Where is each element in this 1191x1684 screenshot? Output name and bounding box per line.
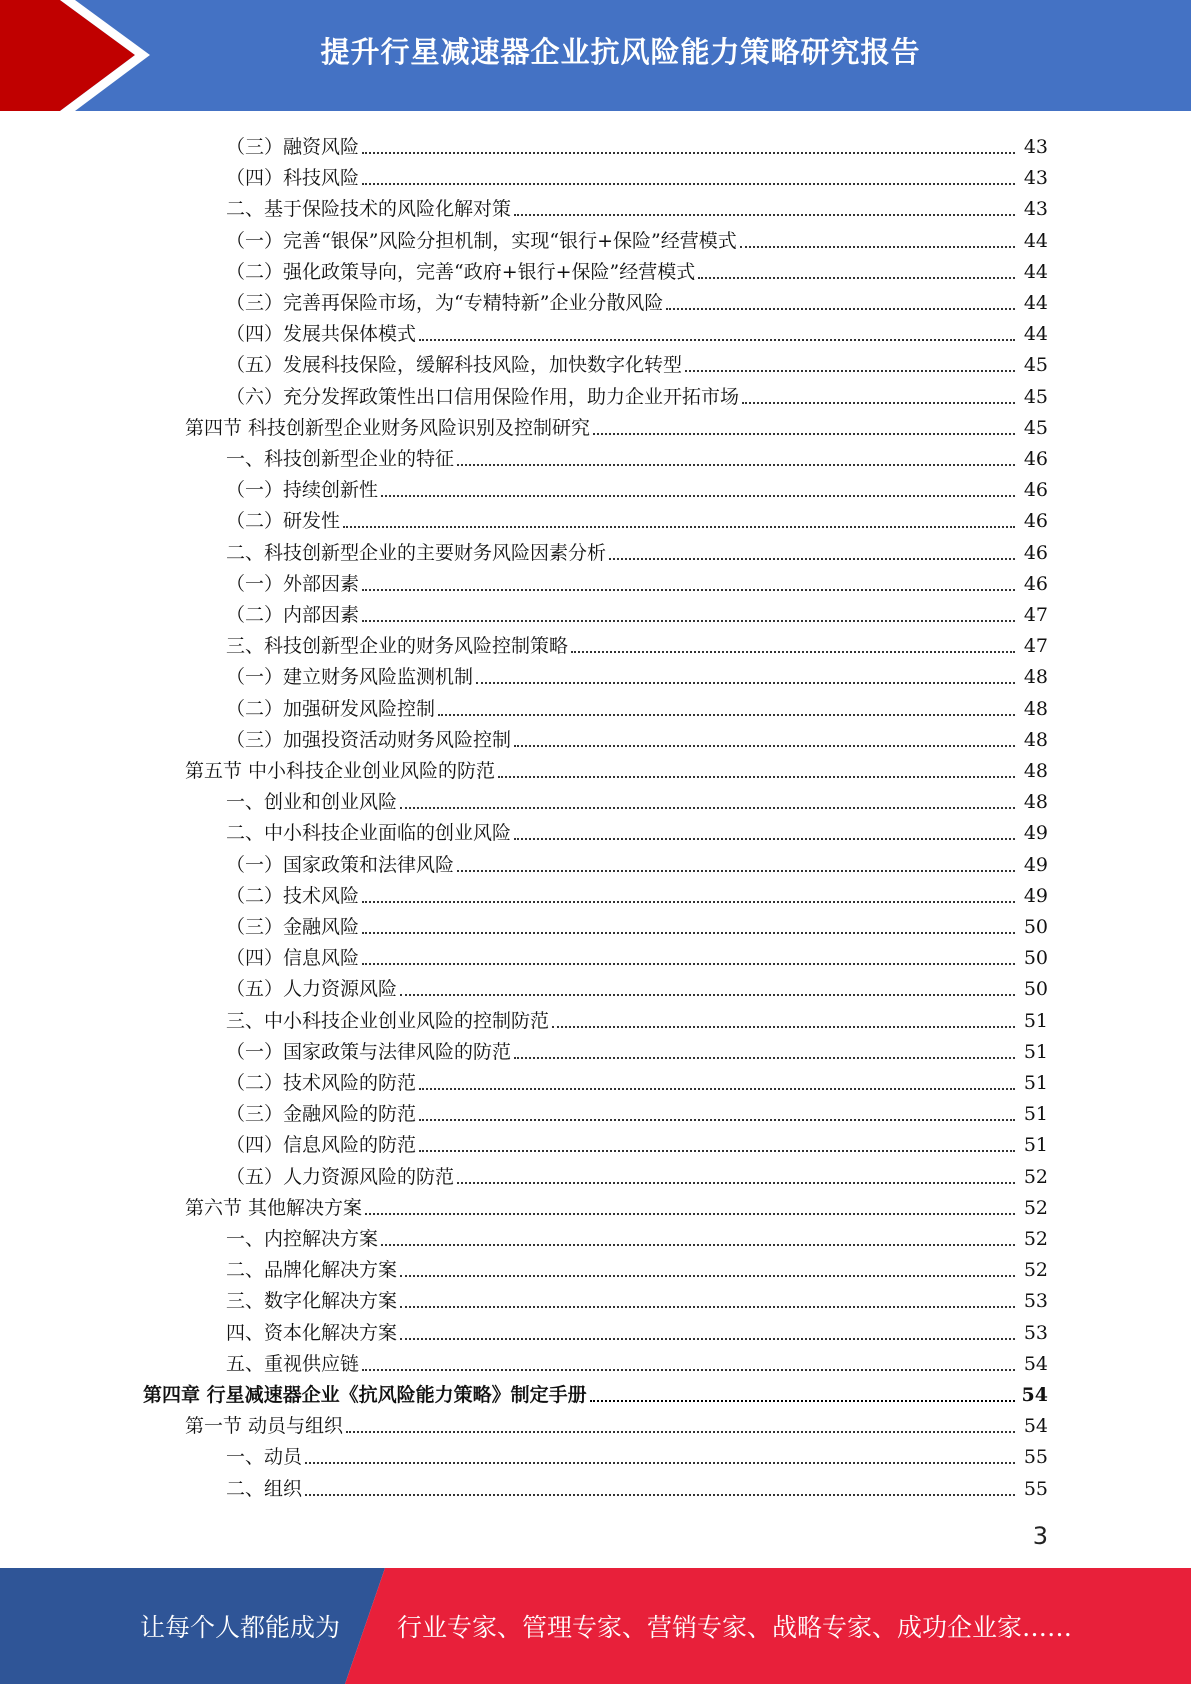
toc-leader-dots [590, 1400, 1015, 1402]
toc-entry[interactable] [0, 565, 1191, 596]
toc-leader-dots [362, 589, 1015, 591]
toc-entry-label: 第四章 行星减速器企业《抗风险能力策略》制定手册 [143, 1384, 587, 1406]
toc-entry-label: 一、科技创新型企业的特征 [226, 448, 455, 470]
toc-entry-label: （二）技术风险 [226, 884, 360, 907]
toc-entry-page: 53 [1023, 1321, 1048, 1344]
toc-entry-page: 50 [1023, 916, 1048, 938]
toc-entry-label: （三）金融风险 [226, 916, 360, 938]
toc-entry-page: 52 [1023, 1196, 1048, 1219]
toc-entry-page: 47 [1023, 635, 1048, 658]
toc-entry-label: （一）外部因素 [226, 572, 360, 595]
toc-entry-page: 48 [1023, 697, 1048, 720]
toc-entry-page: 49 [1023, 884, 1048, 907]
toc-leader-dots [685, 370, 1015, 372]
toc-entry-page: 49 [1023, 822, 1048, 845]
toc-entry-page: 53 [1023, 1290, 1048, 1313]
toc-entry-page: 46 [1023, 510, 1048, 533]
red-chevron-graphic [0, 0, 160, 111]
toc-entry[interactable] [0, 721, 1191, 752]
toc-entry-label: （四）科技风险 [226, 167, 360, 190]
footer-slogan-left: 让每个人都能成为 [140, 1613, 341, 1642]
toc-entry[interactable] [0, 315, 1191, 346]
toc-entry-label: 一、创业和创业风险 [226, 791, 398, 814]
toc-leader-dots [514, 838, 1015, 840]
toc-entry[interactable] [0, 596, 1191, 627]
toc-entry-page: 54 [1023, 1415, 1048, 1438]
toc-entry[interactable] [0, 534, 1191, 565]
toc-leader-dots [457, 870, 1015, 872]
toc-leader-dots [552, 1026, 1015, 1028]
toc-leader-dots [609, 558, 1015, 560]
toc-entry-label: 二、组织 [226, 1477, 303, 1500]
toc-entry[interactable] [0, 814, 1191, 845]
toc-entry-label: 一、内控解决方案 [226, 1228, 379, 1250]
toc-entry[interactable] [0, 690, 1191, 721]
toc-entry-label: （一）持续创新性 [226, 479, 379, 502]
toc-entry-page: 44 [1023, 260, 1048, 283]
toc-leader-dots [362, 1369, 1015, 1371]
toc-leader-dots [593, 433, 1015, 435]
toc-entry[interactable] [0, 159, 1191, 190]
toc-leader-dots [362, 901, 1015, 903]
toc-leader-dots [400, 1306, 1015, 1308]
toc-entry[interactable] [0, 877, 1191, 908]
footer-banner [0, 1568, 1191, 1684]
toc-entry[interactable] [0, 1407, 1191, 1438]
toc-entry[interactable] [0, 128, 1191, 159]
toc-leader-dots [400, 1338, 1015, 1340]
toc-leader-dots [742, 402, 1015, 404]
toc-entry[interactable] [0, 846, 1191, 877]
toc-entry-page: 48 [1023, 728, 1048, 751]
toc-entry[interactable] [0, 409, 1191, 440]
toc-entry-label: 四、资本化解决方案 [226, 1321, 398, 1344]
toc-entry-label: （五）发展科技保险，缓解科技风险，加快数字化转型 [226, 354, 683, 377]
toc-entry-label: 五、重视供应链 [226, 1352, 360, 1375]
toc-entry-label: 二、科技创新型企业的主要财务风险因素分析 [226, 541, 607, 564]
toc-entry-label: （一）国家政策与法律风险的防范 [226, 1040, 512, 1063]
toc-entry-page: 48 [1023, 760, 1048, 782]
toc-entry[interactable] [0, 190, 1191, 221]
toc-leader-dots [305, 1494, 1015, 1496]
toc-leader-dots [438, 714, 1015, 716]
toc-entry-page: 51 [1023, 1072, 1048, 1094]
toc-entry-page: 55 [1023, 1477, 1048, 1500]
toc-entry-label: （三）完善再保险市场，为“专精特新”企业分散风险 [226, 292, 664, 314]
toc-entry-page: 52 [1023, 1165, 1048, 1188]
toc-entry-label: 三、数字化解决方案 [226, 1290, 398, 1313]
toc-entry-page: 49 [1023, 853, 1048, 876]
toc-leader-dots [400, 807, 1015, 809]
toc-entry-page: 46 [1023, 448, 1048, 470]
toc-leader-dots [381, 495, 1015, 497]
toc-entry-label: （四）信息风险 [226, 947, 360, 970]
toc-entry[interactable] [0, 783, 1191, 814]
toc-entry-label: 二、中小科技企业面临的创业风险 [226, 822, 512, 845]
toc-entry[interactable] [0, 440, 1191, 471]
toc-leader-dots [457, 464, 1015, 466]
toc-entry-label: （四）发展共保体模式 [226, 323, 417, 346]
toc-entry-page: 43 [1023, 198, 1048, 221]
toc-leader-dots [498, 776, 1015, 778]
toc-entry-page: 44 [1023, 323, 1048, 346]
toc-leader-dots [514, 1057, 1015, 1059]
toc-entry-page: 46 [1023, 479, 1048, 502]
toc-entry-page: 52 [1023, 1228, 1048, 1250]
page-number: 3 [1032, 1522, 1048, 1550]
toc-leader-dots [419, 1150, 1015, 1152]
toc-entry-page: 51 [1023, 1134, 1048, 1157]
toc-entry-page: 45 [1023, 354, 1048, 377]
toc-entry-page: 43 [1023, 136, 1048, 158]
toc-entry[interactable] [0, 1345, 1191, 1376]
toc-entry[interactable] [0, 1126, 1191, 1157]
toc-entry-label: （四）信息风险的防范 [226, 1134, 417, 1157]
toc-entry-label: （二）研发性 [226, 510, 341, 533]
toc-entry-page: 52 [1023, 1259, 1048, 1282]
toc-entry[interactable] [0, 752, 1191, 783]
toc-entry[interactable] [0, 1189, 1191, 1220]
toc-leader-dots [343, 526, 1015, 528]
toc-entry[interactable] [0, 1002, 1191, 1033]
toc-entry-page: 46 [1023, 541, 1048, 564]
toc-entry[interactable] [0, 1033, 1191, 1064]
toc-entry-page: 51 [1023, 1040, 1048, 1063]
toc-entry[interactable] [0, 284, 1191, 315]
toc-entry[interactable] [0, 1220, 1191, 1251]
toc-entry-page: 43 [1023, 167, 1048, 190]
toc-entry-label: （二）内部因素 [226, 604, 360, 626]
toc-entry[interactable] [0, 502, 1191, 533]
toc-entry-page: 51 [1023, 1009, 1048, 1032]
toc-entry[interactable] [0, 1470, 1191, 1501]
report-header [0, 0, 1191, 111]
toc-entry[interactable] [0, 908, 1191, 939]
toc-entry-page: 50 [1023, 947, 1048, 970]
toc-leader-dots [457, 1182, 1015, 1184]
footer-slogan-right: 行业专家、管理专家、营销专家、战略专家、成功企业家…… [397, 1613, 1073, 1642]
toc-entry-label: （三）加强投资活动财务风险控制 [226, 728, 512, 751]
toc-entry-page: 51 [1023, 1103, 1048, 1126]
toc-entry-page: 54 [1021, 1384, 1048, 1406]
toc-entry-label: （五）人力资源风险 [226, 978, 398, 1001]
toc-entry-label: 第一节 动员与组织 [185, 1415, 344, 1438]
toc-entry[interactable] [0, 222, 1191, 253]
toc-leader-dots [698, 277, 1015, 279]
toc-leader-dots [362, 963, 1015, 965]
toc-entry[interactable] [0, 1438, 1191, 1469]
toc-entry-label: （五）人力资源风险的防范 [226, 1165, 455, 1188]
toc-leader-dots [400, 994, 1015, 996]
toc-leader-dots [514, 214, 1015, 216]
toc-leader-dots [571, 651, 1015, 653]
toc-leader-dots [362, 620, 1015, 622]
toc-entry[interactable] [0, 378, 1191, 409]
toc-entry-page: 48 [1023, 666, 1048, 689]
toc-entry[interactable] [0, 627, 1191, 658]
toc-entry[interactable] [0, 939, 1191, 970]
toc-entry[interactable] [0, 346, 1191, 377]
toc-entry[interactable] [0, 1158, 1191, 1189]
toc-entry-page: 55 [1023, 1446, 1048, 1469]
toc-entry-page: 44 [1023, 229, 1048, 252]
report-title: 提升行星减速器企业抗风险能力策略研究报告 [320, 34, 921, 69]
toc-entry-label: 三、科技创新型企业的财务风险控制策略 [226, 635, 569, 658]
toc-leader-dots [381, 1244, 1015, 1246]
toc-entry-label: 一、动员 [226, 1446, 303, 1469]
toc-entry-label: 第五节 中小科技企业创业风险的防范 [185, 760, 496, 782]
toc-entry-label: （三）金融风险的防范 [226, 1103, 417, 1126]
toc-leader-dots [362, 152, 1015, 154]
toc-entry-page: 50 [1023, 978, 1048, 1001]
toc-entry-label: 二、品牌化解决方案 [226, 1259, 398, 1282]
toc-entry-label: 三、中小科技企业创业风险的控制防范 [226, 1009, 550, 1032]
toc-entry-page: 46 [1023, 572, 1048, 595]
toc-entry-label: （一）建立财务风险监测机制 [226, 666, 474, 689]
toc-entry-label: （二）加强研发风险控制 [226, 697, 436, 720]
toc-leader-dots [362, 932, 1015, 934]
toc-entry-label: （六）充分发挥政策性出口信用保险作用，助力企业开拓市场 [226, 385, 740, 408]
toc-entry-page: 44 [1023, 292, 1048, 314]
toc-leader-dots [740, 246, 1015, 248]
toc-entry[interactable] [0, 970, 1191, 1001]
toc-entry-label: （三）融资风险 [226, 136, 360, 158]
toc-leader-dots [365, 1213, 1015, 1215]
toc-entry-page: 45 [1023, 416, 1048, 439]
toc-entry[interactable] [0, 1314, 1191, 1345]
toc-leader-dots [514, 745, 1015, 747]
toc-entry[interactable] [0, 1376, 1191, 1407]
toc-entry-label: （二）强化政策导向，完善“政府+银行+保险”经营模式 [226, 260, 696, 283]
toc-entry-page: 47 [1023, 604, 1048, 626]
toc-entry-label: （一）国家政策和法律风险 [226, 853, 455, 876]
toc-entry-page: 54 [1023, 1352, 1048, 1375]
toc-entry-label: 第六节 其他解决方案 [185, 1196, 363, 1219]
toc-entry-label: 二、基于保险技术的风险化解对策 [226, 198, 512, 221]
toc-entry[interactable] [0, 253, 1191, 284]
toc-leader-dots [666, 308, 1015, 310]
toc-entry-label: （一）完善“银保”风险分担机制，实现“银行+保险”经营模式 [226, 229, 737, 252]
toc-leader-dots [400, 1275, 1015, 1277]
toc-leader-dots [362, 183, 1015, 185]
toc-entry-label: （二）技术风险的防范 [226, 1072, 417, 1094]
toc-leader-dots [419, 1088, 1015, 1090]
toc-entry[interactable] [0, 471, 1191, 502]
toc-leader-dots [476, 682, 1015, 684]
toc-entry[interactable] [0, 658, 1191, 689]
toc-entry[interactable] [0, 1282, 1191, 1313]
toc-entry-page: 45 [1023, 385, 1048, 408]
toc-leader-dots [419, 339, 1015, 341]
toc-leader-dots [305, 1462, 1015, 1464]
toc-leader-dots [346, 1431, 1015, 1433]
toc-entry-page: 48 [1023, 791, 1048, 814]
toc-leader-dots [419, 1119, 1015, 1121]
toc-entry[interactable] [0, 1095, 1191, 1126]
toc-entry-label: 第四节 科技创新型企业财务风险识别及控制研究 [185, 416, 591, 439]
toc-entry[interactable] [0, 1251, 1191, 1282]
toc-entry[interactable] [0, 1064, 1191, 1095]
